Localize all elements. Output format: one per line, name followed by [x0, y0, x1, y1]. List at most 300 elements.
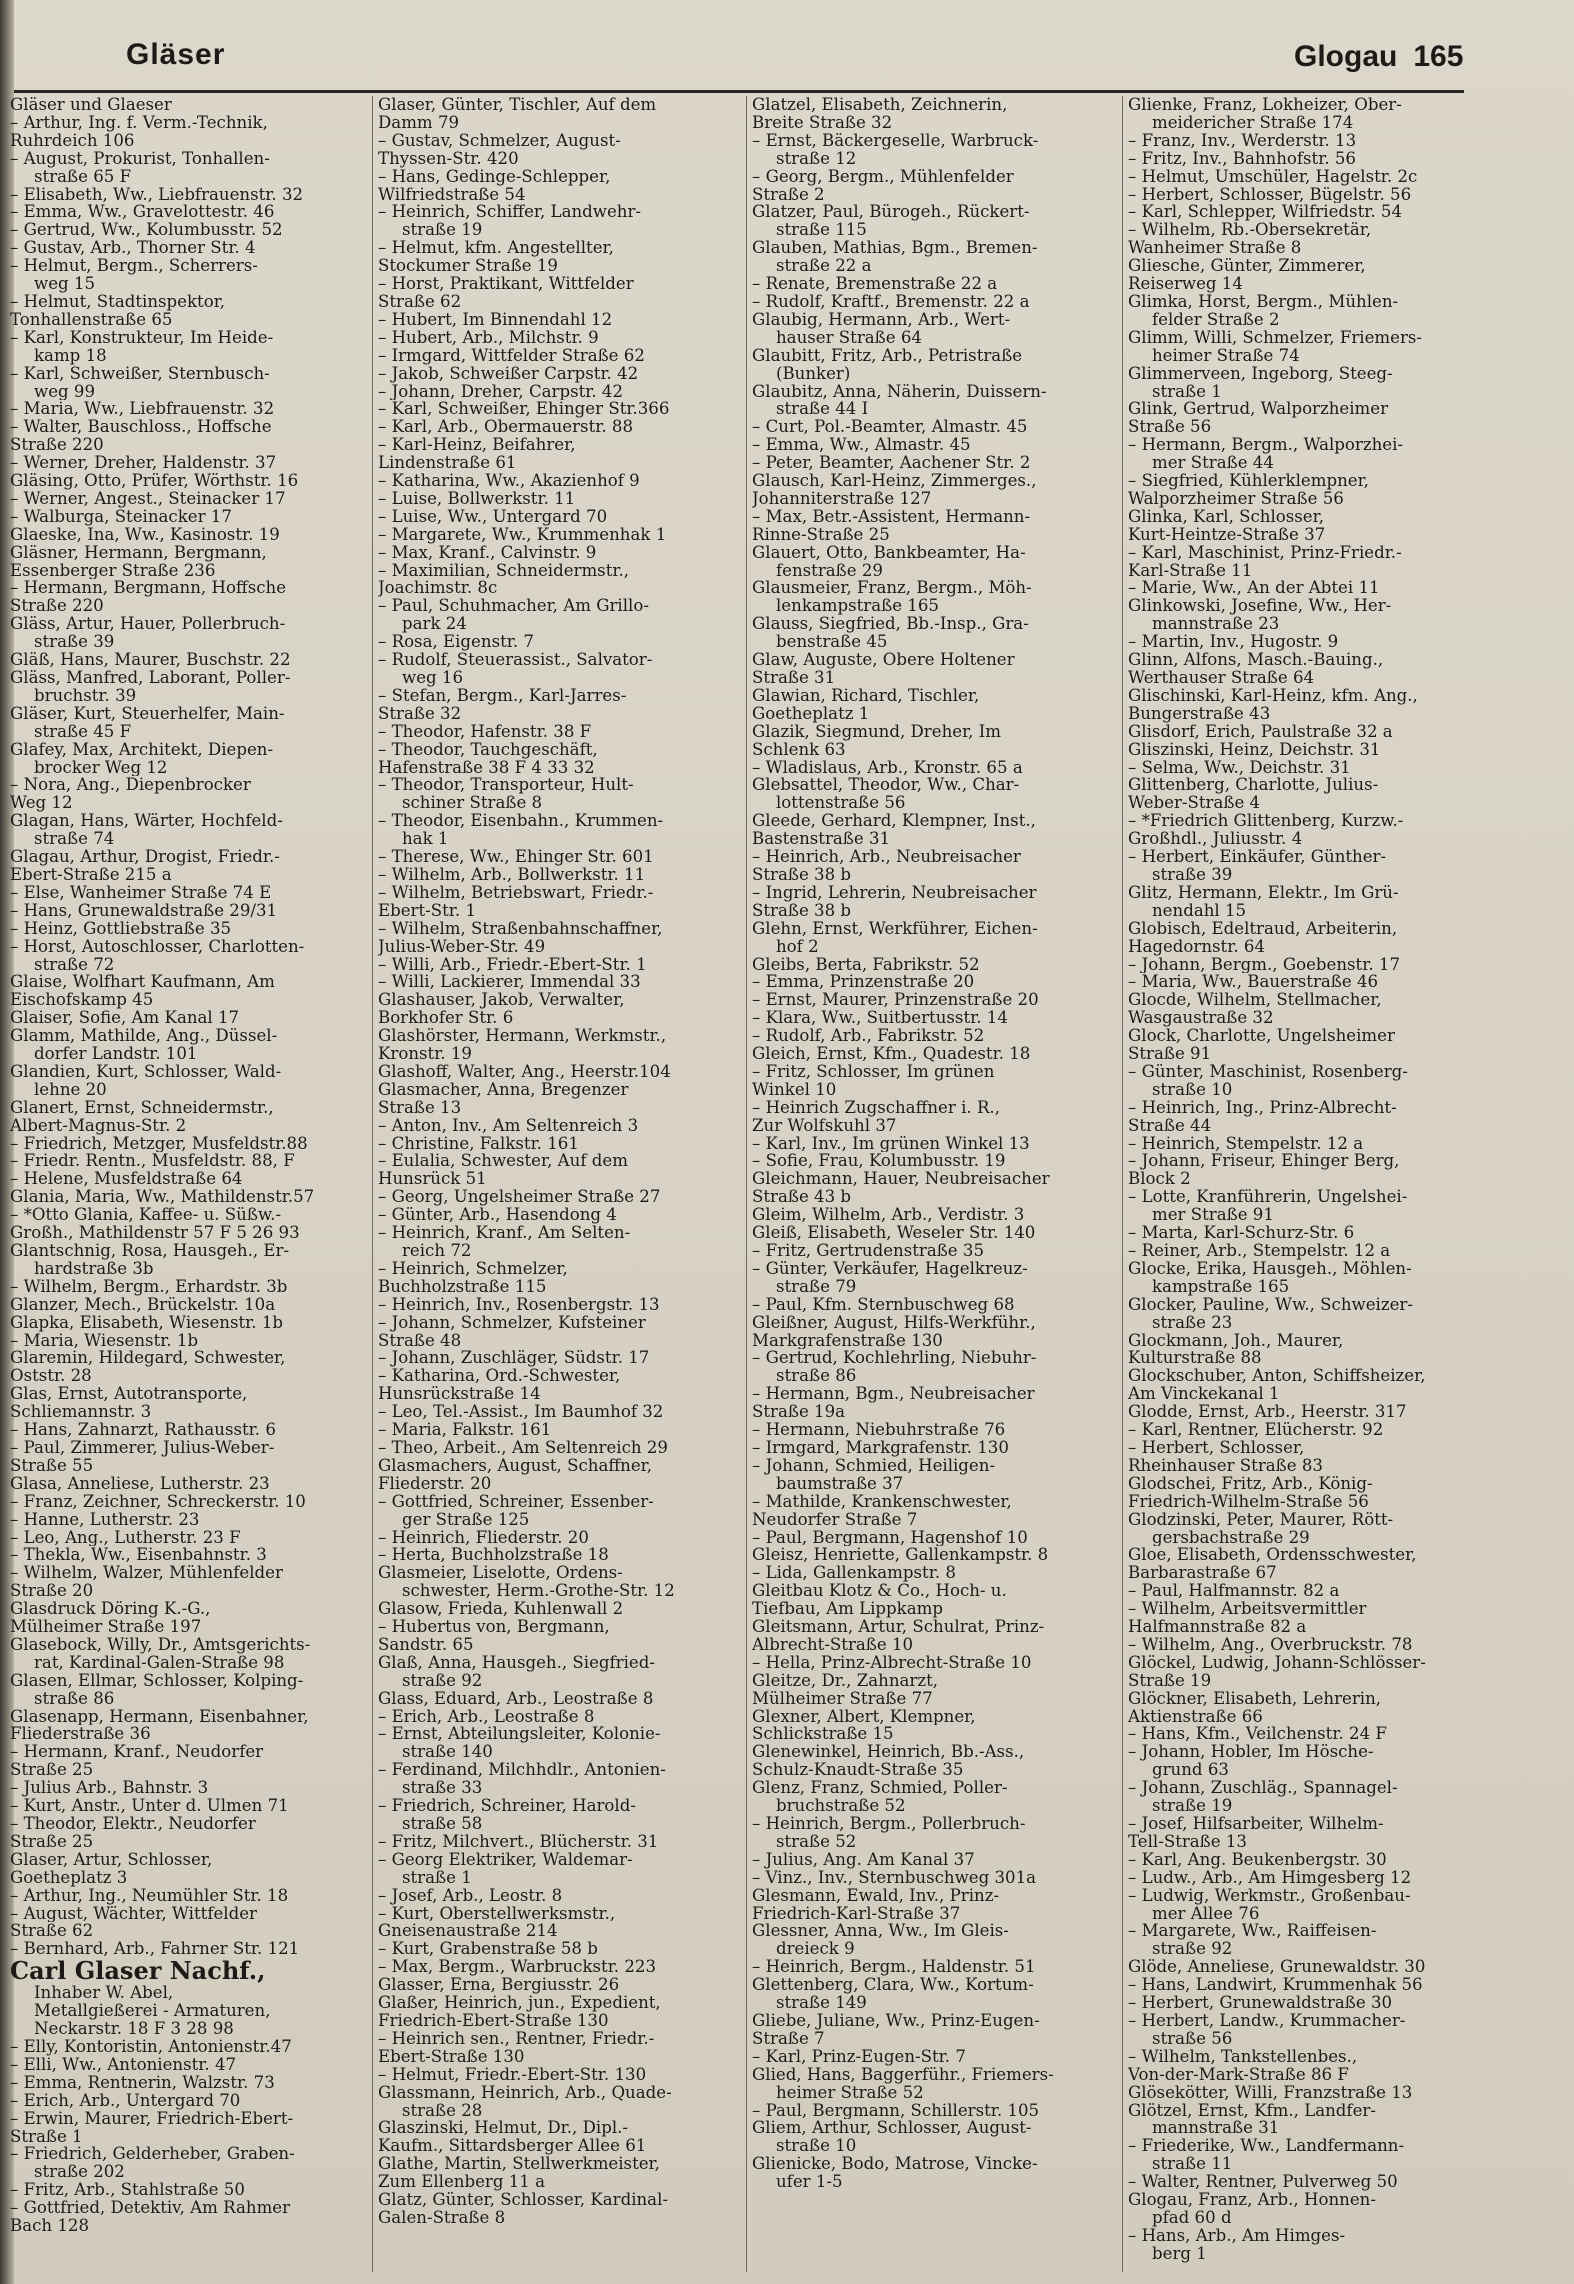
directory-entry-line: Glas, Ernst, Autotransporte,	[10, 1385, 248, 1404]
directory-entry-line: bruchstr. 39	[34, 686, 137, 705]
directory-entry-line: – Emma, Ww., Almastr. 45	[752, 436, 971, 455]
directory-entry-line: Mülheimer Straße 77	[752, 1689, 933, 1708]
directory-entry-line: – Fritz, Inv., Bahnhofstr. 56	[1128, 149, 1356, 168]
directory-entry-line: Breite Straße 32	[752, 113, 893, 132]
directory-entry-line: Glathe, Martin, Stellwerkmeister,	[378, 2155, 660, 2174]
directory-entry-line: Schulz-Knaudt-Straße 35	[752, 1761, 964, 1780]
directory-entry-line: Glawian, Richard, Tischler,	[752, 686, 980, 705]
directory-entry-line: – Wilhelm, Walzer, Mühlenfelder	[10, 1564, 283, 1583]
directory-entry-line: – Walter, Rentner, Pulverweg 50	[1128, 2173, 1398, 2192]
directory-entry-line: Gliebe, Juliane, Ww., Prinz-Eugen-	[752, 2011, 1040, 2030]
directory-entry-line: – Wilhelm, Rb.-Obersekretär,	[1128, 221, 1372, 240]
directory-entry-line: – Friedrich, Gelderheber, Graben-	[10, 2145, 295, 2164]
directory-entry-line: – Jakob, Schweißer Carpstr. 42	[378, 364, 639, 383]
directory-entry-line: Glöckel, Ludwig, Johann-Schlösser-	[1128, 1653, 1426, 1672]
directory-entry-line: Glasebock, Willy, Dr., Amtsgerichts-	[10, 1635, 311, 1654]
directory-entry-line: – Max, Kranf., Calvinstr. 9	[378, 543, 597, 562]
directory-entry-line: ufer 1-5	[776, 2173, 843, 2192]
directory-entry-line: – Karl, Schweißer, Sternbusch-	[10, 364, 270, 383]
directory-entry-line: Glasow, Frieda, Kuhlenwall 2	[378, 1600, 624, 1619]
directory-entry-line: Glantschnig, Rosa, Hausgeh., Er-	[10, 1242, 290, 1260]
directory-entry-line: – Horst, Autoschlosser, Charlotten-	[10, 937, 305, 956]
directory-entry-line: straße 74	[34, 830, 115, 849]
directory-entry-line: Glinkowski, Josefine, Ww., Her-	[1128, 597, 1392, 616]
directory-entry-line: Glagan, Hans, Wärter, Hochfeld-	[10, 812, 283, 831]
directory-entry-line: Gloe, Elisabeth, Ordensschwester,	[1128, 1546, 1417, 1565]
directory-entry-line: Gleich, Ernst, Kfm., Quadestr. 18	[752, 1045, 1031, 1063]
directory-entry-line: – Herbert, Einkäufer, Günther-	[1128, 848, 1387, 866]
directory-entry-line: reich 72	[402, 1242, 472, 1260]
directory-entry-line: Rheinhauser Straße 83	[1128, 1456, 1323, 1475]
directory-entry-line: – Julius Arb., Bahnstr. 3	[10, 1779, 209, 1798]
directory-entry-line: Winkel 10	[752, 1080, 837, 1099]
directory-entry-line: – Karl, Schweißer, Ehinger Str.366	[378, 400, 670, 419]
directory-entry-line: Glasmacher, Anna, Bregenzer	[378, 1080, 629, 1099]
directory-entry-line: felder Straße 2	[1152, 310, 1280, 329]
directory-entry-line: Albrecht-Straße 10	[752, 1635, 914, 1654]
header-right	[1294, 40, 1463, 74]
directory-entry-line: mer Straße 91	[1152, 1206, 1274, 1225]
directory-entry-line: Glasmeier, Liselotte, Ordens-	[378, 1564, 623, 1583]
directory-entry-line: – Fritz, Arb., Stahlstraße 50	[10, 2181, 245, 2200]
directory-entry-line: ger Straße 125	[402, 1510, 530, 1529]
directory-entry-line: Bach 128	[10, 2217, 90, 2235]
directory-entry-line: straße 22 a	[776, 257, 872, 276]
directory-entry-line: – Mathilde, Krankenschwester,	[752, 1492, 1012, 1511]
directory-entry-line: straße 65 F	[34, 167, 132, 186]
directory-entry-line: – Ernst, Maurer, Prinzenstraße 20	[752, 991, 1039, 1010]
directory-entry-line: – Heinrich sen., Rentner, Friedr.-	[378, 2029, 655, 2048]
directory-entry-line: – Herbert, Schlosser,	[1128, 1438, 1305, 1457]
directory-entry-line: – Ernst, Abteilungsleiter, Kolonie-	[378, 1725, 661, 1744]
directory-entry-line: heimer Straße 52	[776, 2083, 924, 2102]
directory-entry-line: Glapka, Elisabeth, Wiesenstr. 1b	[10, 1313, 283, 1332]
directory-entry-line: Kurt-Heintze-Straße 37	[1128, 525, 1326, 544]
directory-entry-line: Glinka, Karl, Schlosser,	[1128, 507, 1325, 526]
directory-entry-line: – Hermann, Niebuhrstraße 76	[752, 1421, 1006, 1439]
directory-entry-line: Gläser und Glaeser	[10, 96, 172, 114]
directory-entry-line: Straße 44	[1128, 1116, 1212, 1135]
directory-entry-line: straße 56	[1152, 2029, 1233, 2048]
directory-entry-line: Glaubig, Hermann, Arb., Wert-	[752, 310, 1011, 329]
directory-entry-line: Glogau, Franz, Arb., Honnen-	[1128, 2191, 1376, 2209]
directory-entry-line: Hafenstraße 38 F 4 33 32	[378, 758, 595, 777]
directory-entry-line: Gläß, Hans, Maurer, Buschstr. 22	[10, 651, 291, 669]
directory-entry-line: – Paul, Bergmann, Hagenshof 10	[752, 1528, 1028, 1547]
directory-entry-line: Eischofskamp 45	[10, 991, 154, 1010]
directory-entry-line: – Kurt, Anstr., Unter d. Ulmen 71	[10, 1797, 289, 1815]
directory-entry-line: – Karl, Schlepper, Wilfriedstr. 54	[1128, 203, 1403, 222]
directory-entry-line: straße 92	[1152, 1940, 1233, 1959]
directory-entry-line: – Helene, Musfeldstraße 64	[10, 1170, 243, 1189]
directory-entry-line: Straße 91	[1128, 1045, 1212, 1063]
directory-entry-line: – Else, Wanheimer Straße 74 E	[10, 883, 272, 902]
directory-entry-line: – Theodor, Eisenbahn., Krummen-	[378, 812, 664, 831]
directory-entry-line: – Katharina, Ord.-Schwester,	[378, 1367, 621, 1386]
directory-entry-line: – Gustav, Arb., Thorner Str. 4	[10, 239, 256, 258]
directory-entry-line: Glebsattel, Theodor, Ww., Char-	[752, 776, 1020, 795]
directory-entry-line: – Johann, Bergm., Goebenstr. 17	[1128, 955, 1400, 974]
directory-entry-line: Buchholzstraße 115	[378, 1277, 547, 1296]
directory-entry-line: gersbachstraße 29	[1152, 1528, 1310, 1547]
directory-entry-line: Straße 55	[10, 1456, 94, 1475]
directory-entry-line: Straße 32	[378, 704, 462, 723]
directory-entry-line: – Walburga, Steinacker 17	[10, 507, 232, 526]
directory-entry-line: Glettenberg, Clara, Ww., Kortum-	[752, 1976, 1034, 1995]
directory-entry-line: weg 99	[34, 382, 96, 401]
directory-entry-line: weg 15	[34, 275, 96, 293]
directory-entry-line: – Curt, Pol.-Beamter, Almastr. 45	[752, 418, 1028, 437]
directory-entry-line: – Rudolf, Steuerassist., Salvator-	[378, 651, 653, 669]
directory-entry-line: Glodschei, Fritz, Arb., König-	[1128, 1474, 1373, 1493]
directory-entry-line: Tonhallenstraße 65	[10, 310, 173, 329]
directory-entry-line: Glauben, Mathias, Bgm., Bremen-	[752, 239, 1038, 258]
directory-entry-line: straße 44 I	[776, 400, 869, 419]
directory-entry-line: Glaser, Artur, Schlosser,	[10, 1850, 213, 1869]
directory-entry-line: Damm 79	[378, 113, 460, 132]
directory-entry-line: Glaremin, Hildegard, Schwester,	[10, 1349, 286, 1368]
directory-entry-line: – Rudolf, Arb., Fabrikstr. 52	[752, 1027, 985, 1046]
directory-entry-line: Carl Glaser Nachf.,	[10, 1958, 266, 1985]
directory-entry-line: – Heinrich, Bergm., Pollerbruch-	[752, 1815, 1026, 1833]
directory-entry-line: – Helmut, Bergm., Scherrers-	[10, 257, 258, 276]
directory-entry-line: – Wilhelm, Bergm., Erhardstr. 3b	[10, 1277, 288, 1296]
header-rule	[14, 90, 1464, 93]
directory-entry-line: mer Straße 44	[1152, 454, 1274, 473]
directory-entry-line: Glexner, Albert, Klempner,	[752, 1707, 976, 1726]
directory-entry-line: Halfmannstraße 82 a	[1128, 1618, 1307, 1636]
directory-entry-line: – Hubert, Arb., Milchstr. 9	[378, 328, 599, 347]
directory-entry-line: – Wilhelm, Straßenbahnschaffner,	[378, 919, 663, 938]
directory-entry-line: – Heinrich, Stempelstr. 12 a	[1128, 1134, 1364, 1153]
directory-entry-line: lehne 20	[34, 1080, 107, 1099]
directory-entry-line: Glötzel, Ernst, Kfm., Landfer-	[1128, 2101, 1376, 2120]
directory-entry-line: Lindenstraße 61	[378, 454, 517, 473]
directory-entry-line: – *Friedrich Glittenberg, Kurzw.-	[1128, 812, 1404, 831]
directory-entry-line: straße 140	[402, 1743, 493, 1762]
directory-entry-line: Straße 62	[10, 1922, 94, 1941]
directory-entry-line: Straße 19	[1128, 1671, 1212, 1690]
directory-entry-line: Glaiser, Sofie, Am Kanal 17	[10, 1009, 240, 1028]
directory-entry-line: Oststr. 28	[10, 1367, 92, 1386]
directory-entry-line: straße 19	[402, 221, 483, 240]
directory-entry-line: – Heinrich, Schiffer, Landwehr-	[378, 203, 642, 222]
directory-entry-line: Albert-Magnus-Str. 2	[10, 1116, 187, 1135]
directory-entry-line: Reiserweg 14	[1128, 275, 1243, 293]
header-right-title: Glogau	[1294, 40, 1398, 73]
directory-entry-line: – Leo, Tel.-Assist., Im Baumhof 32	[378, 1403, 664, 1422]
directory-entry-line: – Maria, Ww., Liebfrauenstr. 32	[10, 400, 275, 419]
directory-entry-line: Glienke, Franz, Lokheizer, Ober-	[1128, 96, 1402, 114]
directory-entry-line: Glausmeier, Franz, Bergm., Möh-	[752, 579, 1032, 598]
directory-entry-line: – Theodor, Elektr., Neudorfer	[10, 1815, 256, 1833]
column-2	[378, 96, 738, 2276]
directory-entry-line: Tell-Straße 13	[1128, 1832, 1247, 1851]
directory-entry-line: Friedrich-Wilhelm-Straße 56	[1128, 1492, 1369, 1511]
directory-entry-line: – Wilhelm, Ang., Overbruckstr. 78	[1128, 1635, 1413, 1654]
directory-entry-line: Gleitbau Klotz & Co., Hoch- u.	[752, 1582, 1007, 1601]
directory-entry-line: Glocker, Pauline, Ww., Schweizer-	[1128, 1295, 1413, 1314]
directory-entry-line: Glasser, Erna, Bergiusstr. 26	[378, 1976, 620, 1995]
directory-entry-line: Ruhrdeich 106	[10, 131, 135, 150]
column-1	[10, 96, 360, 2276]
directory-entry-line: – Karl-Heinz, Beifahrer,	[378, 436, 576, 455]
directory-entry-line: – Johann, Hobler, Im Hösche-	[1128, 1743, 1374, 1762]
directory-entry-line: – Hans, Gedinge-Schlepper,	[378, 167, 611, 186]
directory-entry-line: Galen-Straße 8	[378, 2208, 506, 2227]
directory-entry-line: – Friedrich, Schreiner, Harold-	[378, 1797, 636, 1815]
directory-entry-line: straße 19	[1152, 1797, 1233, 1815]
directory-entry-line: – Theo, Arbeit., Am Seltenreich 29	[378, 1438, 668, 1457]
directory-entry-line: – Georg, Bergm., Mühlenfelder	[752, 167, 1014, 186]
directory-entry-line: Tiefbau, Am Lippkamp	[752, 1600, 943, 1619]
directory-entry-line: – Friedrich, Metzger, Musfeldstr.88	[10, 1134, 308, 1153]
directory-entry-line: Gliesche, Günter, Zimmerer,	[1128, 257, 1366, 276]
directory-entry-line: – Margarete, Ww., Krummenhak 1	[378, 525, 667, 544]
directory-entry-line: Glasmachers, August, Schaffner,	[378, 1456, 653, 1475]
directory-entry-line: – Selma, Ww., Deichstr. 31	[1128, 758, 1351, 777]
directory-entry-line: – Herbert, Landw., Krummacher-	[1128, 2011, 1406, 2030]
directory-entry-line: – Werner, Angest., Steinacker 17	[10, 489, 286, 508]
directory-entry-line: Hagedornstr. 64	[1128, 937, 1265, 956]
directory-entry-line: Borkhofer Str. 6	[378, 1009, 514, 1028]
directory-entry-line: – Hanne, Lutherstr. 23	[10, 1510, 200, 1529]
directory-entry-line: Gleitsmann, Artur, Schulrat, Prinz-	[752, 1618, 1045, 1636]
directory-entry-line: Glöckner, Elisabeth, Lehrerin,	[1128, 1689, 1382, 1708]
directory-entry-line: Straße 62	[378, 292, 462, 311]
directory-entry-line: Wilfriedstraße 54	[378, 185, 526, 204]
directory-entry-line: – Klara, Ww., Suitbertusstr. 14	[752, 1009, 1008, 1028]
directory-entry-line: – Herbert, Grunewaldstraße 30	[1128, 1994, 1393, 2012]
directory-entry-line: – Hermann, Bergmann, Hoffsche	[10, 579, 287, 598]
directory-entry-line: – Johann, Schmied, Heiligen-	[752, 1456, 996, 1475]
directory-entry-line: – Peter, Beamter, Aachener Str. 2	[752, 454, 1031, 473]
directory-entry-line: – Kurt, Oberstellwerksmstr.,	[378, 1904, 616, 1923]
directory-entry-line: – Fritz, Gertrudenstraße 35	[752, 1242, 985, 1260]
directory-entry-line: Glaubitz, Anna, Näherin, Duissern-	[752, 382, 1047, 401]
directory-entry-line: – Herta, Buchholzstraße 18	[378, 1546, 609, 1565]
directory-entry-line: Glamm, Mathilde, Ang., Düssel-	[10, 1027, 278, 1046]
directory-entry-line: – Arthur, Ing. f. Verm.-Technik,	[10, 113, 268, 132]
directory-entry-line: fenstraße 29	[776, 561, 883, 580]
column-divider	[1122, 96, 1123, 2272]
directory-entry-line: Julius-Weber-Str. 49	[378, 937, 546, 956]
directory-entry-line: Thyssen-Str. 420	[378, 149, 519, 168]
directory-entry-line: – Elisabeth, Ww., Liebfrauenstr. 32	[10, 185, 304, 204]
directory-entry-line: – Hubertus von, Bergmann,	[378, 1618, 610, 1636]
directory-entry-line: – Karl, Maschinist, Prinz-Friedr.-	[1128, 543, 1402, 562]
directory-entry-line: Straße 25	[10, 1761, 94, 1780]
directory-entry-line: – Gottfried, Schreiner, Essenber-	[378, 1492, 654, 1511]
directory-entry-line: – Johann, Zuschläger, Südstr. 17	[378, 1349, 650, 1368]
directory-entry-line: – Marie, Ww., An der Abtei 11	[1128, 579, 1380, 598]
page-number: 165	[1413, 40, 1464, 73]
column-divider	[746, 96, 747, 2272]
directory-entry-line: Glauert, Otto, Bankbeamter, Ha-	[752, 543, 1026, 562]
directory-entry-line: – *Otto Glania, Kaffee- u. Süßw.-	[10, 1206, 282, 1225]
directory-entry-line: – Paul, Kfm. Sternbuschweg 68	[752, 1295, 1015, 1314]
directory-entry-line: – Josef, Hilfsarbeiter, Wilhelm-	[1128, 1815, 1384, 1833]
directory-entry-line: Straße 20	[10, 1582, 94, 1601]
directory-entry-line: Mülheimer Straße 197	[10, 1618, 202, 1636]
directory-entry-line: – Josef, Arb., Leostr. 8	[378, 1886, 563, 1905]
directory-entry-line: – Heinrich, Inv., Rosenbergstr. 13	[378, 1295, 660, 1314]
header-left-title: Gläser	[126, 38, 226, 71]
directory-entry-line: Glaser, Günter, Tischler, Auf dem	[378, 96, 657, 114]
directory-entry-line: straße 202	[34, 2163, 125, 2182]
directory-entry-line: Glockmann, Joh., Maurer,	[1128, 1331, 1344, 1350]
directory-entry-line: Am Vinckekanal 1	[1128, 1385, 1280, 1404]
directory-entry-line: Glauss, Siegfried, Bb.-Insp., Gra-	[752, 615, 1029, 634]
directory-entry-line: Wasgaustraße 32	[1128, 1009, 1274, 1028]
directory-entry-line: – August, Prokurist, Tonhallen-	[10, 149, 270, 168]
directory-entry-line: Glinn, Alfons, Masch.-Bauing.,	[1128, 651, 1384, 669]
directory-entry-line: Friedrich-Ebert-Straße 130	[378, 2011, 609, 2030]
directory-entry-line: Straße 48	[378, 1331, 462, 1350]
directory-entry-line: hof 2	[776, 937, 819, 956]
directory-entry-line: Ebert-Straße 215 a	[10, 865, 172, 884]
directory-entry-line: Gleichmann, Hauer, Neubreisacher	[752, 1170, 1050, 1189]
directory-entry-line: – Max, Bergm., Warbruckstr. 223	[378, 1958, 657, 1977]
directory-entry-line: dreieck 9	[776, 1940, 855, 1959]
directory-entry-line: park 24	[402, 615, 467, 634]
directory-entry-line: – Hans, Grunewaldstraße 29/31	[10, 901, 278, 920]
directory-entry-line: Kaufm., Sittardsberger Allee 61	[378, 2137, 647, 2156]
directory-entry-line: Goetheplatz 1	[752, 704, 870, 723]
directory-entry-line: Straße 38 b	[752, 865, 852, 884]
directory-entry-line: – Thekla, Ww., Eisenbahnstr. 3	[10, 1546, 267, 1565]
directory-entry-line: Hunsrückstraße 14	[378, 1385, 541, 1404]
directory-entry-line: – Hella, Prinz-Albrecht-Straße 10	[752, 1653, 1032, 1672]
directory-entry-line: – Arthur, Ing., Neumühler Str. 18	[10, 1886, 289, 1905]
directory-entry-line: – Franz, Zeichner, Schreckerstr. 10	[10, 1492, 306, 1511]
directory-entry-line: – Hans, Kfm., Veilchenstr. 24 F	[1128, 1725, 1387, 1744]
directory-entry-line: – Günter, Maschinist, Rosenberg-	[1128, 1062, 1408, 1081]
directory-entry-line: Glocke, Erika, Hausgeh., Möhlen-	[1128, 1259, 1412, 1278]
directory-entry-line: Schlickstraße 15	[752, 1725, 894, 1744]
directory-entry-line: – Georg Elektriker, Waldemar-	[378, 1850, 633, 1869]
directory-entry-line: Glocde, Wilhelm, Stellmacher,	[1128, 991, 1382, 1010]
directory-entry-line: Glazik, Siegmund, Dreher, Im	[752, 722, 1002, 741]
directory-entry-line: – Walter, Bauschloss., Hoffsche	[10, 418, 272, 437]
directory-entry-line: benstraße 45	[776, 633, 888, 652]
directory-entry-line: Straße 2	[752, 185, 825, 204]
directory-entry-line: – Ferdinand, Milchhdlr., Antonien-	[378, 1761, 666, 1780]
directory-entry-line: Großhdl., Juliusstr. 4	[1128, 830, 1303, 849]
directory-entry-line: weg 16	[402, 669, 464, 687]
directory-entry-line: – Emma, Rentnerin, Walzstr. 73	[10, 2073, 275, 2092]
directory-entry-line: Glassmann, Heinrich, Arb., Quade-	[378, 2083, 672, 2102]
directory-entry-line: Joachimstr. 8c	[378, 579, 498, 598]
directory-entry-line: Glienicke, Bodo, Matrose, Vincke-	[752, 2155, 1038, 2174]
directory-entry-line: straße 86	[34, 1689, 115, 1708]
directory-entry-line: straße 72	[34, 955, 115, 974]
directory-entry-line: straße 10	[1152, 1080, 1233, 1099]
directory-entry-line: – Willi, Arb., Friedr.-Ebert-Str. 1	[378, 955, 647, 974]
directory-entry-line: – Hans, Zahnarzt, Rathausstr. 6	[10, 1421, 276, 1439]
directory-entry-line: – Willi, Lackierer, Immendal 33	[378, 973, 641, 992]
directory-entry-line: Glimka, Horst, Bergm., Mühlen-	[1128, 292, 1399, 311]
directory-entry-line: – Heinrich, Arb., Neubreisacher	[752, 848, 1021, 866]
directory-entry-line: – Karl, Inv., Im grünen Winkel 13	[752, 1134, 1030, 1153]
directory-entry-line: straße 12	[776, 149, 857, 168]
directory-entry-line: Schliemannstr. 3	[10, 1403, 152, 1422]
directory-entry-line: Gleißner, August, Hilfs-Werkführ.,	[752, 1313, 1036, 1332]
directory-entry-line: Gläser, Kurt, Steuerhelfer, Main-	[10, 704, 285, 723]
directory-entry-line: Glashauser, Jakob, Verwalter,	[378, 991, 625, 1010]
directory-entry-line: – Erich, Arb., Leostraße 8	[378, 1707, 595, 1726]
directory-entry-line: Glasen, Ellmar, Schlosser, Kolping-	[10, 1671, 304, 1690]
directory-entry-line: – Lida, Gallenkampstr. 8	[752, 1564, 956, 1583]
directory-entry-line: – Paul, Schuhmacher, Am Grillo-	[378, 597, 649, 616]
directory-entry-line: straße 86	[776, 1367, 857, 1386]
column-divider	[372, 96, 373, 2272]
directory-entry-line: Gleiß, Elisabeth, Weseler Str. 140	[752, 1224, 1036, 1242]
directory-entry-line: brocker Weg 12	[34, 758, 168, 777]
directory-entry-line: – Paul, Halfmannstr. 82 a	[1128, 1582, 1340, 1601]
directory-entry-line: – August, Wächter, Wittfelder	[10, 1904, 257, 1923]
directory-entry-line: – Paul, Bergmann, Schillerstr. 105	[752, 2101, 1040, 2120]
directory-entry-line: – Maria, Wiesenstr. 1b	[10, 1331, 199, 1350]
directory-entry-line: Gleede, Gerhard, Klempner, Inst.,	[752, 812, 1036, 831]
directory-entry-line: straße 45 F	[34, 722, 132, 741]
directory-entry-line: kamp 18	[34, 346, 107, 365]
directory-entry-line: Rinne-Straße 25	[752, 525, 890, 544]
directory-entry-line: Straße 19a	[752, 1403, 846, 1422]
directory-entry-line: – Irmgard, Markgrafenstr. 130	[752, 1438, 1009, 1457]
directory-entry-line: Karl-Straße 11	[1128, 561, 1253, 580]
directory-entry-line: – Theodor, Tauchgeschäft,	[378, 740, 598, 759]
directory-entry-line: Hunsrück 51	[378, 1170, 487, 1189]
directory-entry-line: – Heinrich Zugschaffner i. R.,	[752, 1098, 1000, 1117]
directory-entry-line: – Karl, Prinz-Eugen-Str. 7	[752, 2047, 966, 2066]
directory-entry-line: – Rosa, Eigenstr. 7	[378, 633, 534, 652]
directory-entry-line: schiner Straße 8	[402, 794, 543, 813]
directory-entry-line: dorfer Landstr. 101	[34, 1045, 198, 1063]
directory-entry-line: straße 115	[776, 221, 867, 240]
directory-entry-line: – Gottfried, Detektiv, Am Rahmer	[10, 2199, 291, 2218]
directory-entry-line: – Lotte, Kranführerin, Ungelshei-	[1128, 1188, 1408, 1207]
directory-entry-line: Glessner, Anna, Ww., Im Gleis-	[752, 1922, 1009, 1941]
directory-entry-line: Glashoff, Walter, Ang., Heerstr.104	[378, 1062, 671, 1081]
directory-entry-line: – Fritz, Milchvert., Blücherstr. 31	[378, 1832, 659, 1851]
directory-entry-line: Gleisz, Henriette, Gallenkampstr. 8	[752, 1546, 1049, 1565]
directory-entry-line: Glöde, Anneliese, Grunewaldstr. 30	[1128, 1958, 1426, 1977]
directory-entry-line: – Therese, Ww., Ehinger Str. 601	[378, 848, 654, 866]
directory-entry-line: Ebert-Str. 1	[378, 901, 477, 920]
directory-entry-line: straße 1	[1152, 382, 1222, 401]
directory-entry-line: Bungerstraße 43	[1128, 704, 1271, 723]
directory-entry-line: Glitz, Hermann, Elektr., Im Grü-	[1128, 883, 1399, 902]
directory-entry-line: Metallgießerei - Armaturen,	[34, 2002, 271, 2021]
directory-entry-line: Glaszinski, Helmut, Dr., Dipl.-	[378, 2119, 629, 2138]
directory-entry-line: Neckarstr. 18 F 3 28 98	[34, 2020, 234, 2038]
directory-entry-line: Zum Ellenberg 11 a	[378, 2173, 546, 2192]
directory-entry-line: – Hermann, Bergm., Walporzhei-	[1128, 436, 1403, 455]
directory-entry-line: Straße 31	[752, 669, 836, 687]
directory-entry-line: – Luise, Ww., Untergard 70	[378, 507, 608, 526]
directory-entry-line: Straße 38 b	[752, 901, 852, 920]
directory-entry-line: Friedrich-Karl-Straße 37	[752, 1904, 961, 1923]
directory-entry-line: – Ludwig, Werkmstr., Großenbau-	[1128, 1886, 1411, 1905]
directory-entry-line: Sandstr. 65	[378, 1635, 474, 1654]
directory-entry-line: straße 10	[776, 2137, 857, 2156]
directory-entry-line: – Ludw., Arb., Am Himgesberg 12	[1128, 1868, 1412, 1887]
directory-entry-line: – Herbert, Schlosser, Bügelstr. 56	[1128, 185, 1412, 204]
directory-entry-line: Glimmerveen, Ingeborg, Steeg-	[1128, 364, 1393, 383]
directory-entry-line: Glanert, Ernst, Schneidermstr.,	[10, 1098, 274, 1117]
directory-entry-line: – Leo, Ang., Lutherstr. 23 F	[10, 1528, 241, 1547]
